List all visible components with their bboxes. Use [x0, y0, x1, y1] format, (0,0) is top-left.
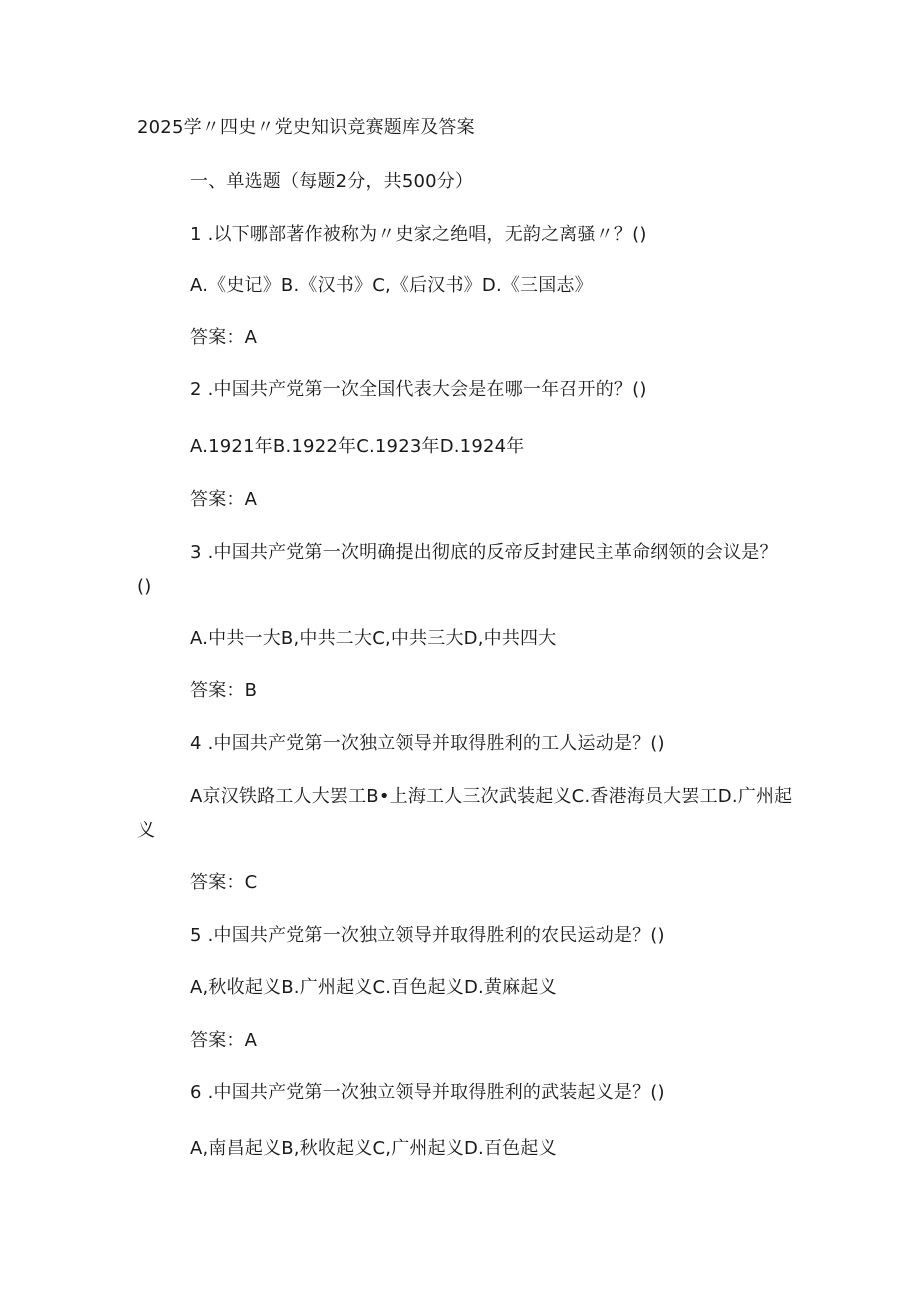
question-4-answer: 答案：C	[190, 872, 258, 893]
question-2-options: A.1921年B.1922年C.1923年D.1924年	[190, 436, 525, 457]
question-5-answer: 答案：A	[190, 1030, 258, 1051]
document-title: 2025学〃四史〃党史知识竞赛题库及答案	[137, 117, 475, 138]
question-2: 2 .中国共产党第一次全国代表大会是在哪一年召开的？()	[190, 379, 647, 400]
question-4-options: A京汉铁路工人大罢工B•上海工人三次武装起义C.香港海员大罢工D.广州起	[190, 786, 793, 807]
question-1-answer: 答案：A	[190, 327, 258, 348]
question-4-options-continuation: 义	[137, 820, 156, 841]
question-4: 4 .中国共产党第一次独立领导并取得胜利的工人运动是？()	[190, 733, 665, 754]
question-1-options: A.《史记》B.《汉书》C,《后汉书》D.《三国志》	[190, 275, 593, 296]
question-3-continuation: ()	[137, 576, 152, 597]
question-3-options: A.中共一大B,中共二大C,中共三大D,中共四大	[190, 628, 557, 649]
question-6: 6 .中国共产党第一次独立领导并取得胜利的武装起义是？()	[190, 1082, 665, 1103]
question-3-answer: 答案：B	[190, 680, 258, 701]
question-5: 5 .中国共产党第一次独立领导并取得胜利的农民运动是？()	[190, 925, 665, 946]
question-6-options: A,南昌起义B,秋收起义C,广州起义D.百色起义	[190, 1138, 557, 1159]
question-3: 3 .中国共产党第一次明确提出彻底的反帝反封建民主革命纲领的会议是？	[190, 542, 778, 563]
question-5-options: A,秋收起义B.广州起义C.百色起义D.黄麻起义	[190, 977, 557, 998]
question-2-answer: 答案：A	[190, 489, 258, 510]
question-1: 1 .以下哪部著作被称为〃史家之绝唱，无韵之离骚〃？()	[190, 224, 647, 245]
section-heading: 一、单选题（每题2分，共500分）	[190, 171, 474, 192]
